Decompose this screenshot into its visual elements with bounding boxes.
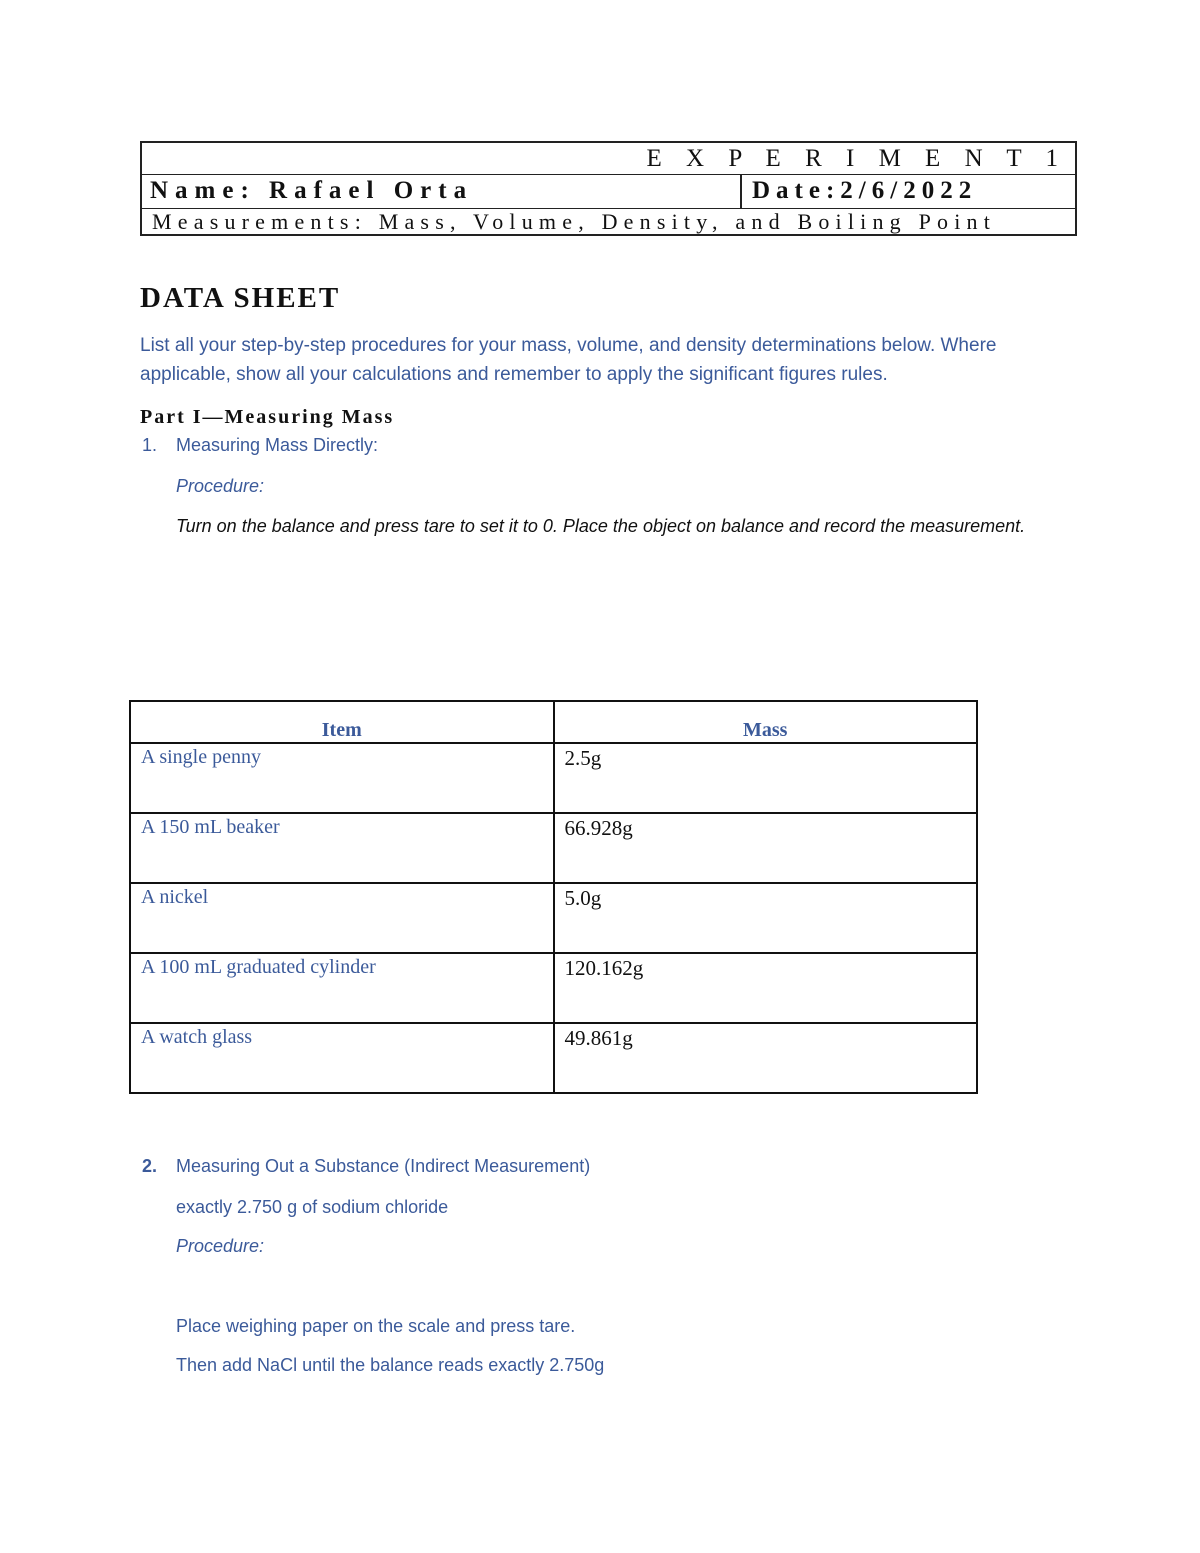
cell-divider	[740, 175, 742, 208]
item1-procedure-text: Turn on the balance and press tare to set it to 0. Place the object on balance and record the measurement.	[176, 516, 1026, 536]
experiment-subtitle: Measurements: Mass, Volume, Density, and Boiling Point	[152, 209, 997, 234]
cell-mass: 2.5g	[554, 743, 978, 813]
student-name: Name: Rafael Orta	[150, 177, 474, 204]
item2-step1: Place weighing paper on the scale and press tare.	[176, 1316, 576, 1336]
cell-mass: 5.0g	[554, 883, 978, 953]
cell-item: A watch glass	[130, 1023, 554, 1093]
experiment-date: Date:2/6/2022	[752, 177, 978, 204]
mass-table	[129, 700, 978, 1094]
table-row	[130, 743, 977, 813]
experiment-title: E X P E R I M E N T 1	[646, 145, 1067, 172]
table-header-row	[130, 701, 977, 743]
table-row	[130, 883, 977, 953]
experiment-row	[142, 143, 1075, 175]
cell-item: A single penny	[130, 743, 554, 813]
item1-procedure-label: Procedure:	[176, 476, 265, 496]
cell-mass: 66.928g	[554, 813, 978, 883]
table-row	[130, 1023, 977, 1093]
item2-number: 2.	[142, 1156, 158, 1176]
data-sheet-title: DATA SHEET	[140, 282, 341, 314]
experiment-header-box	[140, 141, 1077, 236]
item2-step2: Then add NaCl until the balance reads exactly 2.750g	[176, 1355, 605, 1375]
name-date-row	[142, 175, 1075, 209]
intro-instructions: List all your step-by-step procedures for your mass, volume, and density determinations below. Where applicable, show all your calculations and remember to apply the significant figures rules.	[140, 335, 997, 385]
item2-procedure-label: Procedure:	[176, 1236, 265, 1256]
item1-title: Measuring Mass Directly:	[176, 435, 379, 455]
cell-item: A 100 mL graduated cylinder	[130, 953, 554, 1023]
table-row	[130, 813, 977, 883]
part1-heading: Part I—Measuring Mass	[140, 406, 395, 428]
item2-target: exactly 2.750 g of sodium chloride	[176, 1197, 449, 1217]
cell-mass: 120.162g	[554, 953, 978, 1023]
column-header-item: Item	[130, 701, 554, 743]
column-header-mass: Mass	[554, 701, 978, 743]
cell-mass: 49.861g	[554, 1023, 978, 1093]
item2-title: Measuring Out a Substance (Indirect Measurement)	[176, 1156, 591, 1176]
cell-item: A 150 mL beaker	[130, 813, 554, 883]
subtitle-row	[142, 209, 1075, 234]
table-row	[130, 953, 977, 1023]
item1-number: 1.	[142, 435, 158, 455]
cell-item: A nickel	[130, 883, 554, 953]
